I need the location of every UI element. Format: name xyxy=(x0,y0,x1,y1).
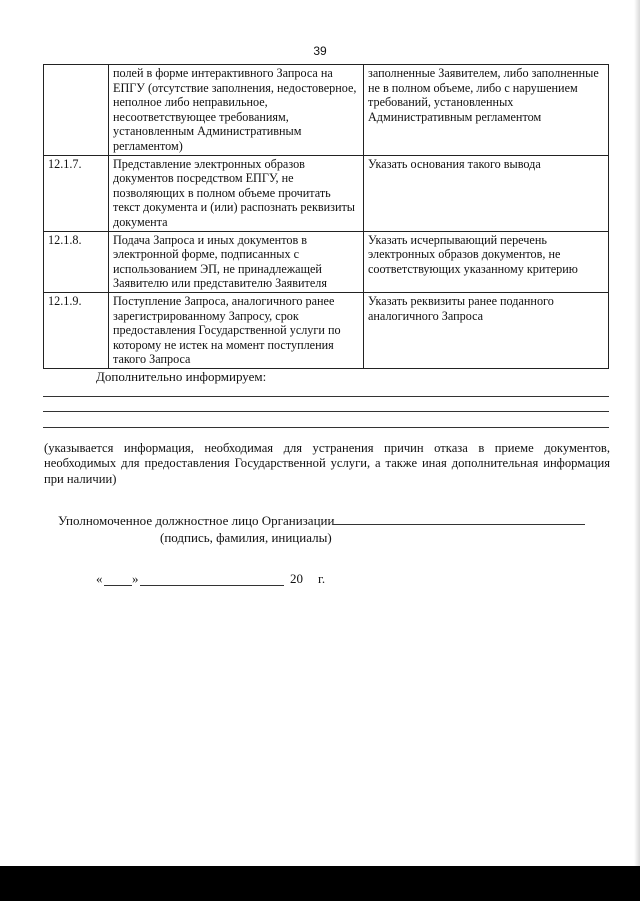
month-blank xyxy=(140,585,284,586)
day-blank xyxy=(104,585,132,586)
row-number: 12.1.9. xyxy=(44,292,109,368)
row-number: 12.1.8. xyxy=(44,231,109,292)
official-label: Уполномоченное должностное лицо Организации xyxy=(58,513,335,528)
row-description: Подача Запроса и иных документов в электронной форме, подписанных с использованием ЭП, не принадлежащей Заявителю или представителю Заявителя xyxy=(109,231,364,292)
table-row xyxy=(44,231,609,292)
instruction-note: (указывается информация, необходимая для устранения причин отказа в приеме документов, необходимых для предоставления Государственной услуги, а также иная дополнительная информация при наличии) xyxy=(44,441,610,486)
row-action: Указать исчерпывающий перечень электронных образов документов, не соответствующих указанному критерию xyxy=(364,231,609,292)
scan-bottom-band xyxy=(0,866,640,901)
row-action: заполненные Заявителем, либо заполненные не в полном объеме, либо с нарушением требований, установленных Административным регламентом xyxy=(364,65,609,156)
row-description: Представление электронных образов документов посредством ЕПГУ, не позволяющих в полном объеме прочитать текст документа и (или) распознать реквизиты документа xyxy=(109,155,364,231)
row-description: полей в форме интерактивного Запроса на ЕПГУ (отсутствие заполнения, недостоверное, неполное либо неправильное, несоответствующее требованиям, установленным Административным регламентом) xyxy=(109,65,364,156)
fill-in-line xyxy=(43,396,609,397)
additional-info-label: Дополнительно информируем: xyxy=(96,369,267,384)
row-number: 12.1.7. xyxy=(44,155,109,231)
table-row xyxy=(44,292,609,368)
signature-caption: (подпись, фамилия, инициалы) xyxy=(160,530,332,545)
table-row xyxy=(44,65,609,156)
date-year-prefix: 20 xyxy=(290,571,303,586)
reasons-table xyxy=(43,64,609,369)
signature-line xyxy=(333,524,585,525)
fill-in-line xyxy=(43,411,609,412)
row-action: Указать основания такого вывода xyxy=(364,155,609,231)
row-number xyxy=(44,65,109,156)
date-close-quote: » xyxy=(132,571,139,586)
date-line xyxy=(96,571,336,591)
table-row xyxy=(44,155,609,231)
date-open-quote: « xyxy=(96,571,103,586)
scan-edge xyxy=(634,0,640,866)
page-number: 39 xyxy=(313,44,327,58)
fill-in-line xyxy=(43,427,609,428)
row-action: Указать реквизиты ранее поданного аналогичного Запроса xyxy=(364,292,609,368)
row-description: Поступление Запроса, аналогичного ранее зарегистрированному Запросу, срок предоставления Государственной услуги по которому не истек на момент поступления такого Запроса xyxy=(109,292,364,368)
date-year-suffix: г. xyxy=(318,571,326,586)
